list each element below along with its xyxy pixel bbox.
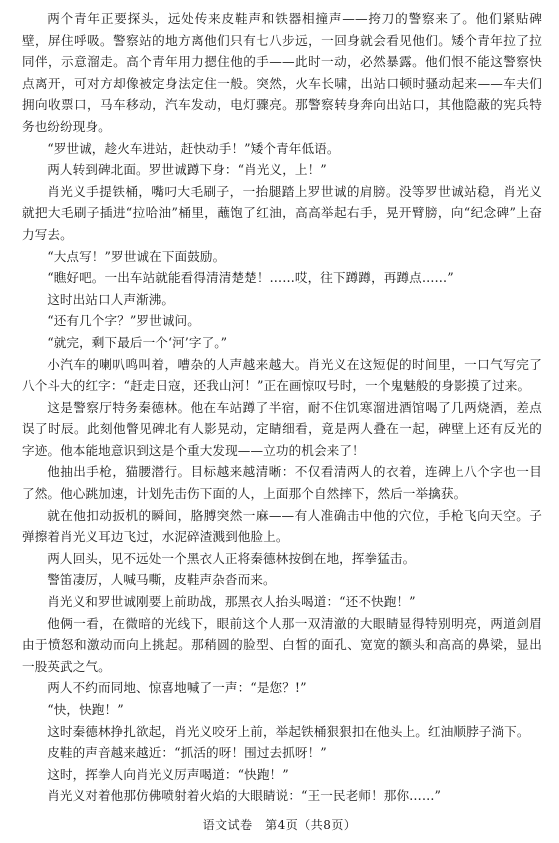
paragraph: 两人回头，见不远处一个黑衣人正将秦德林按倒在地，挥拳猛击。	[47, 550, 416, 566]
paragraph: “还有几个字？”罗世诚问。	[47, 313, 200, 329]
paragraph: 他抽出手枪，猫腰潜行。目标越来越清晰：不仅看清两人的衣着，连碑上八个字也一目了然。他心跳加速，计划先击伤下面的人，上面那个自然摔下，然后一举擒获。	[22, 464, 542, 502]
paragraph: 他俩一看，在微暗的光线下，眼前这个人那一双清澈的大眼睛显得特别明亮，两道剑眉由于愤怒和激动而向上挑起。那稍圆的脸型、白皙的面孔、宽宽的额头和高高的鼻梁，显出一股英武之气。	[22, 615, 542, 674]
paragraph: 这时，挥拳人向肖光义厉声喝道：“快跑！”	[47, 766, 289, 782]
document-page	[22, 8, 542, 808]
paragraph: 就在他扣动扳机的瞬间，胳膊突然一麻——有人准确击中他的穴位，手枪飞向天空。子弹擦着肖光义耳边飞过，水泥碎渣溅到他脸上。	[22, 507, 542, 545]
paragraph: 两个青年正要探头，远处传来皮鞋声和铁器相撞声——挎刀的警察来了。他们紧贴碑壁，屏住呼吸。警察站的地方离他们只有七八步远，一回身就会看见他们。矮个青年拉了拉同伴，示意溜走。高个青年用力摁住他的手——此时一动，必然暴露。他们恨不能这警察快点离开，可对方却像被定身法定住一般。突然，火车长啸，出站口顿时骚动起来——车夫们拥向收票口，马车移动，汽车发动，电灯骤亮。那警察转身奔向出站口，其他隐蔽的宪兵特务也纷纷现身。	[22, 11, 542, 134]
body-text	[22, 8, 542, 808]
paragraph: 两人不约而同地、惊喜地喊了一声：“是您？!”	[47, 680, 307, 696]
paragraph: 这时秦德林挣扎欲起，肖光义咬牙上前，举起铁桶狠狠扣在他头上。红油顺脖子淌下。	[47, 723, 530, 739]
paragraph: “罗世诚，趁火车进站，赶快动手！”矮个青年低语。	[47, 140, 340, 156]
paragraph: “快，快跑！”	[47, 702, 124, 717]
paragraph: 肖光义和罗世诚刚要上前助战，那黑衣人抬头喝道：“还不快跑！”	[47, 594, 416, 610]
paragraph: 这是警察厅特务秦德林。他在车站蹲了半宿，耐不住饥寒溜进酒馆喝了几两烧酒，差点误了时辰。此刻他瞥见碑北有人影晃动，定睛细看，竟是两人叠在一起，碑壁上还有反光的字迹。他本能地意识到这是个重大发现——立功的机会来了！	[22, 399, 542, 458]
page-footer: 语文试卷 第4页（共8页）	[202, 818, 357, 832]
paragraph: “瞧好吧。一出车站就能看得清清楚楚！……哎，往下蹲蹲，再蹲点……”	[47, 270, 454, 286]
paragraph: “大点写！”罗世诚在下面鼓励。	[47, 248, 226, 264]
paragraph: “就完，剩下最后一个‘河’字了。”	[47, 334, 228, 350]
paragraph: 这时出站口人声渐沸。	[47, 291, 175, 307]
paragraph: 小汽车的喇叭鸣叫着，嘈杂的人声越来越大。肖光义在这短促的时间里，一口气写完了八个斗大的红字：“赶走日寇，还我山河！”正在画惊叹号时，一个鬼魅般的身影摸了过来。	[22, 356, 542, 394]
paragraph: 肖光义手提铁桶，嘴叼大毛刷子，一抬腿踏上罗世诚的肩膀。没等罗世诚站稳，肖光义就把大毛刷子插进“拉哈油”桶里，蘸饱了红油，高高举起右手，晃开臂膀，向“纪念碑”上奋力写去。	[22, 183, 542, 242]
paragraph: 两人转到碑北面。罗世诚蹲下身：“肖光义，上！”	[47, 162, 327, 178]
paragraph: 警笛凄厉，人喊马嘶，皮鞋声杂沓而来。	[47, 572, 276, 588]
paragraph: 皮鞋的声音越来越近：“抓活的呀！围过去抓呀！”	[47, 745, 327, 761]
paragraph	[22, 807, 542, 808]
paragraph: 肖光义对着他那仿佛喷射着火焰的大眼睛说：“王一民老师！那你……”	[47, 788, 442, 804]
